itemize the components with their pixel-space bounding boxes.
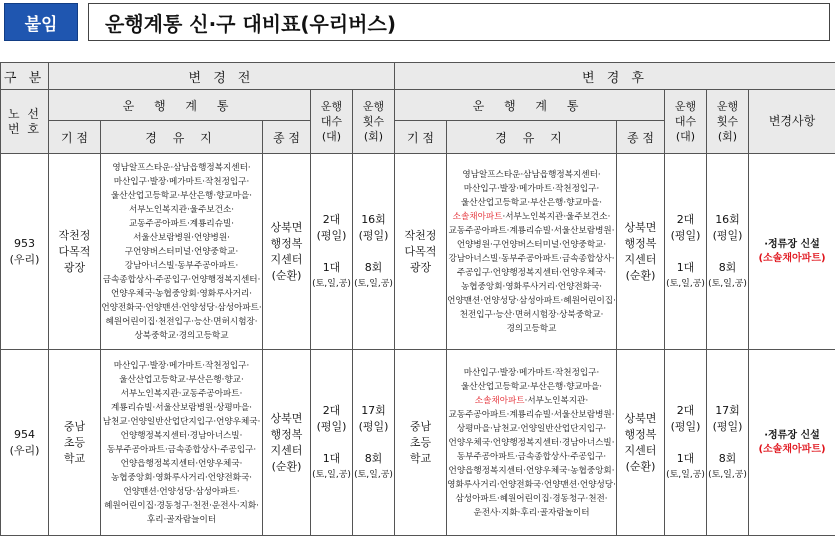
before-start: 중남 초등 학교 — [49, 350, 101, 536]
after-trips: 16회 (평일) 8회 (토,일,공) — [707, 154, 749, 350]
start-header-before: 기 점 — [49, 121, 101, 154]
after-start: 작천정 다목적 광장 — [395, 154, 447, 350]
after-start: 중남 초등 학교 — [395, 350, 447, 536]
comparison-table — [0, 62, 835, 536]
before-count: 2대 (평일) 1대 (토,일,공) — [311, 350, 353, 536]
before-via: 영남알프스타운·삼남읍행정복지센터·마산입구·발장·메가마트·작천정입구·울산산업고등학교·부산은행·향교마을·서부노인복지관·울주보건소·교동주공아파트·계룡리슈빌·서울산보람병원·언양병원·구언양버스터미널·언양중학교·강남아너스빌·동부주공아파트·금속종합상사·주공입구·언양행정복지센터·언양우체국·농협중앙회·영화루사거리·언양전화국·언양맨션·언양성당·삼성아파트·혜원어린이집·천전입구·능산·면허시험장·상북중학교·경의고등학교 — [101, 154, 263, 350]
change-note: ·정류장 신설 (소솔채아파트) — [749, 350, 835, 536]
attachment-tag: 붙임 — [4, 3, 78, 41]
page-title: 운행계통 신·구 대비표(우리버스) — [88, 3, 830, 41]
after-end: 상북면 행정복 지센터 (순환) — [617, 154, 665, 350]
before-trips: 16회 (평일) 8회 (토,일,공) — [353, 154, 395, 350]
before-trips: 17회 (평일) 8회 (토,일,공) — [353, 350, 395, 536]
after-via: 영남알프스타운·삼남읍행정복지센터·마산입구·발장·메가마트·작천정입구·울산산업고등학교·부산은행·향교마을·소솔채아파트·서부노인복지관·울주보건소·교동주공아파트·계룡리슈빌·서울산보람병원·언양병원·구언양버스터미널·언양중학교·강남아너스빌·동부주공아파트·금속종합상사·주공입구·언양행정복지센터·언양우체국·농협중앙회·영화루사거리·언양전화국·언양맨션·언양성당·삼성아파트·혜원어린이집·천전입구·능산·면허시험장·상북중학교·경의고등학교 — [447, 154, 617, 350]
operation-header-after: 운 행 계 통 — [395, 90, 665, 121]
before-end: 상북면 행정복 지센터 (순환) — [263, 154, 311, 350]
table-row — [1, 350, 835, 536]
before-via: 마산입구·발장·메가마트·작천정입구·울산산업고등학교·부산은행·향교·서부노인복지관·교동주공아파트·계룡리슈빌·서울산보람병원·상평마을·남천교·언양일반산업단지입구·언양우체국·언양행정복지센터·경남아너스빌·동부주공아파트·금속종합상사·주공입구·언양읍행정복지센터·언양우체국·농협중앙회·영화루사거리·언양전화국·언양맨션·언양성당·삼성아파트·혜원어린이집·경동청구·천전·운전사·지화·후리·골자람늘이터 — [101, 350, 263, 536]
before-end: 상북면 행정복 지센터 (순환) — [263, 350, 311, 536]
after-header: 변 경 후 — [395, 63, 835, 90]
change-note: ·정류장 신설 (소솔채아파트) — [749, 154, 835, 350]
after-count: 2대 (평일) 1대 (토,일,공) — [665, 154, 707, 350]
via-header-before: 경 유 지 — [101, 121, 263, 154]
after-end: 상북면 행정복 지센터 (순환) — [617, 350, 665, 536]
route-number: 954 (우리) — [1, 350, 49, 536]
col-group-header: 구 분 — [1, 63, 49, 90]
table-row — [1, 154, 835, 350]
before-count: 2대 (평일) 1대 (토,일,공) — [311, 154, 353, 350]
title-bar — [4, 3, 830, 41]
end-header-after: 종 점 — [617, 121, 665, 154]
route-number: 953 (우리) — [1, 154, 49, 350]
operation-header-before: 운 행 계 통 — [49, 90, 311, 121]
after-trips: 17회 (평일) 8회 (토,일,공) — [707, 350, 749, 536]
after-via: 마산입구·발장·메가마트·작천정입구·울산산업고등학교·부산은행·향교마을·소솔채아파트·서부노인복지관·교동주공아파트·계룡리슈빌·서울산보람병원·상평마을·남천교·언양일반산업단지입구·언양우체국·언양행정복지센터·경남아너스빌·동부주공아파트·금속종합상사·주공입구·언양읍행정복지센터·언양우체국·농협중앙회·영화루사거리·언양전화국·언양맨션·언양성당·삼성아파트·혜원어린이집·경동청구·천전·운전사·지화·후리·골자람놀이터 — [447, 350, 617, 536]
trips-header-before: 운행 횟수 (회) — [353, 90, 395, 154]
after-count: 2대 (평일) 1대 (토,일,공) — [665, 350, 707, 536]
route-no-header: 노 선 번 호 — [1, 90, 49, 154]
start-header-after: 기 점 — [395, 121, 447, 154]
count-header-after: 운행 대수 (대) — [665, 90, 707, 154]
trips-header-after: 운행 횟수 (회) — [707, 90, 749, 154]
via-header-after: 경 유 지 — [447, 121, 617, 154]
new-stop-highlight: 소솔채아파트 — [474, 395, 525, 406]
change-header: 변경사항 — [749, 90, 835, 154]
before-start: 작천정 다목적 광장 — [49, 154, 101, 350]
count-header-before: 운행 대수 (대) — [311, 90, 353, 154]
end-header-before: 종 점 — [263, 121, 311, 154]
before-header: 변 경 전 — [49, 63, 395, 90]
new-stop-highlight: 소솔채아파트 — [452, 211, 503, 222]
